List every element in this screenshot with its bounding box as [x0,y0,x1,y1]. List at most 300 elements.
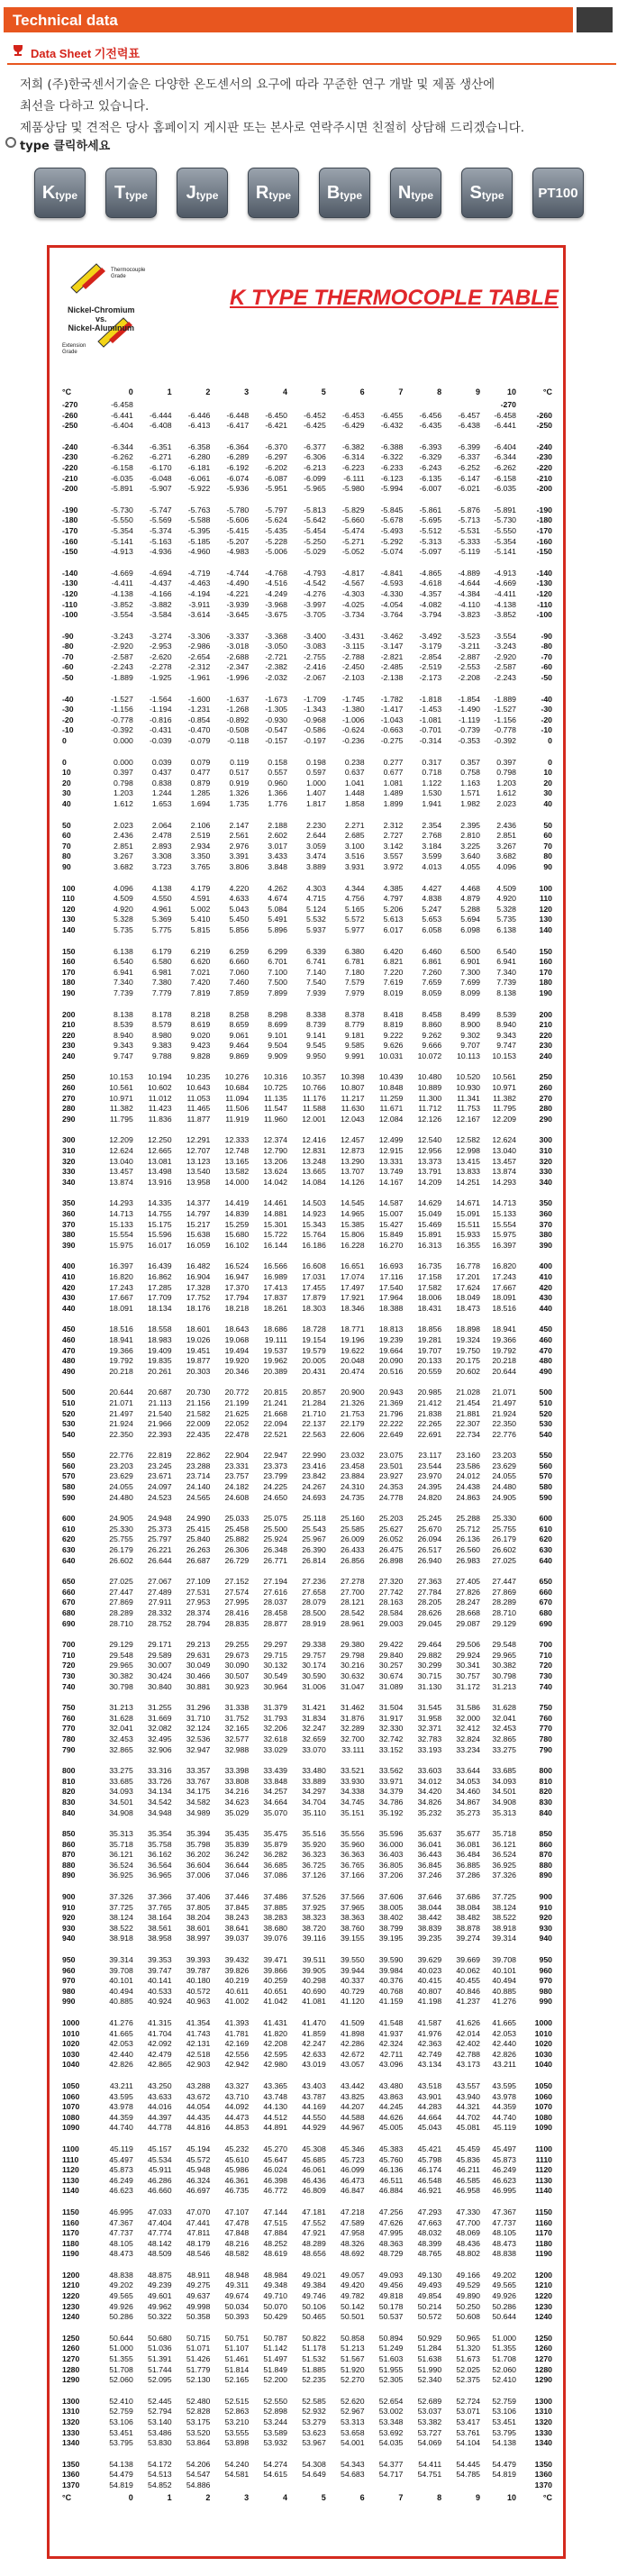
intro-text [20,74,596,139]
emf-cell: 43.134 [417,2060,442,2070]
emf-cell: 29.548 [492,1640,516,1650]
emf-cell: 28.752 [148,1618,172,1628]
column-header: 4 [282,387,287,397]
emf-cell: -6.432 [380,421,404,431]
emf-cell: -6.099 [304,473,326,483]
emf-cell: 26.602 [109,1555,133,1565]
emf-cell: -4.960 [187,547,211,557]
emf-cell: 45.911 [148,2165,172,2175]
temperature-cell: 820 [62,1787,76,1797]
emf-cell: 45.685 [302,2154,326,2164]
temperature-cell: 1120 [62,2165,79,2175]
emf-cell: 53.037 [417,2407,442,2417]
emf-cell: 50.286 [109,2312,133,2322]
table-row [62,1178,552,1188]
emf-cell: 37.845 [224,1902,250,1912]
emf-cell: 27.953 [186,1597,211,1607]
emf-cell: 27.700 [341,1587,365,1597]
column-header: 3 [244,2492,250,2502]
emf-cell: -5.642 [304,515,326,525]
temperature-cell: 1310 [62,2407,80,2417]
emf-cell: 12.540 [417,1135,442,1145]
emf-cell: 40.415 [417,1976,442,1986]
emf-cell: 2.519 [190,831,211,841]
temperature-cell: 350 [62,1198,76,1208]
temperature-cell: -160 [536,536,552,546]
emf-cell: 53.623 [302,2427,326,2437]
emf-cell: 8.659 [229,1020,250,1030]
temperature-cell: 1240 [62,2312,80,2322]
spacer-cell [62,1629,552,1640]
emf-cell: 29.840 [378,1650,404,1660]
emf-cell: 22.265 [417,1419,442,1429]
emf-cell: 53.451 [492,2417,516,2426]
emf-cell: 38.402 [378,1913,404,1923]
table-row [62,1661,552,1671]
emf-cell: 4.550 [151,894,172,904]
type-suffix: type [411,189,434,202]
emf-cell: 41.042 [263,1997,287,2007]
table-row [62,505,552,516]
emf-cell: -1.119 [459,715,480,724]
emf-cell: 51.071 [186,2344,211,2353]
emf-cell: -4.768 [265,568,287,578]
intro-line: 저희 (주)한국센서기술은 다양한 온도센서의 요구에 따라 꾸준한 연구 개발 및 제품 생산에 [20,77,495,92]
emf-cell: -5.415 [226,525,250,535]
emf-cell: 37.246 [417,1871,442,1880]
emf-cell: 0.158 [268,757,287,767]
temperature-cell: 700 [539,1640,552,1650]
emf-cell: -6.444 [149,410,172,420]
emf-cell: 17.201 [456,1271,480,1281]
emf-cell: 38.283 [263,1913,287,1923]
emf-cell: 22.179 [341,1419,365,1429]
emf-cell: 13.457 [492,1156,516,1166]
emf-cell: 27.025 [492,1555,516,1565]
emf-cell: 39.393 [186,1955,211,1965]
emf-cell: 13.206 [263,1156,287,1166]
emf-cell: 34.582 [186,1797,211,1807]
emf-cell: 10.031 [378,1051,404,1060]
emf-cell: 39.629 [417,1955,442,1965]
emf-cell: -6.452 [304,410,326,420]
emf-cell: -6.421 [265,421,287,431]
emf-cell: 12.624 [109,1146,133,1156]
emf-cell: 50.178 [378,2301,404,2311]
emf-cell: -5.074 [380,547,404,557]
temperature-cell: 530 [539,1419,552,1429]
emf-cell: 25.882 [224,1534,250,1544]
emf-cell: 46.361 [224,2175,250,2185]
temperature-cell: 780 [539,1734,552,1743]
emf-cell: 16.397 [109,1261,133,1271]
emf-cell: 30.299 [417,1661,442,1670]
emf-cell: 27.447 [109,1587,133,1597]
emf-cell: 46.884 [378,2186,404,2196]
temperature-cell: 80 [62,851,71,861]
emf-cell: 47.884 [263,2228,287,2238]
b-type-button[interactable] [319,168,370,218]
emf-cell: 12.043 [341,1114,365,1124]
emf-cell: -0.968 [304,715,326,724]
emf-cell: 31.834 [302,1713,326,1723]
table-row [62,1798,552,1808]
emf-cell: 42.479 [148,2049,172,2059]
emf-cell: 39.116 [302,1934,326,1943]
table-row [62,831,552,842]
emf-cell: 26.729 [224,1555,250,1565]
emf-cell: 21.284 [302,1397,326,1407]
temperature-cell: 1160 [62,2217,79,2227]
emf-cell: 33.275 [109,1766,133,1776]
table-row [62,1777,552,1788]
temperature-cell: 1360 [62,2470,80,2480]
emf-cell: 24.948 [148,1514,172,1524]
emf-cell: 4.096 [496,861,516,871]
emf-cell: 7.060 [229,967,250,977]
k-type-button[interactable] [34,168,86,218]
emf-cell: 22.009 [186,1419,211,1429]
emf-cell: -1.527 [494,705,516,715]
emf-cell: 32.947 [186,1744,211,1754]
temperature-cell: 1110 [535,2154,552,2164]
emf-cell: 49.420 [341,2280,365,2290]
table-row [62,1924,552,1934]
emf-cell: 32.536 [186,1734,211,1743]
emf-cell: 6.017 [383,924,404,934]
temperature-cell: -100 [536,610,552,620]
emf-cell: 53.313 [341,2417,365,2426]
temperature-cell: -60 [541,662,552,672]
temperature-cell: 330 [539,1167,552,1177]
emf-cell: -2.173 [419,673,442,683]
temperature-cell: -30 [62,705,74,715]
t-type-button[interactable] [105,168,157,218]
emf-cell: 48.765 [417,2249,442,2259]
emf-cell: 12.291 [186,1135,211,1145]
emf-cell: 43.863 [378,2091,404,2101]
temperature-cell: 810 [539,1776,552,1786]
emf-cell: 9.101 [268,1030,287,1040]
emf-cell: 39.314 [109,1955,133,1965]
temperature-cell: -230 [62,452,78,462]
emf-cell: 34.379 [378,1787,404,1797]
emf-cell: 13.040 [109,1156,133,1166]
emf-cell: -1.673 [265,694,287,704]
emf-cell: 25.627 [378,1524,404,1534]
emf-cell: 0.798 [114,778,133,787]
emf-cell: 44.626 [378,2112,404,2122]
emf-cell: -3.675 [265,610,287,620]
emf-cell: 21.881 [456,1408,480,1418]
emf-cell: 2.851 [496,831,516,841]
temperature-cell: 760 [539,1713,552,1723]
emf-cell: 35.151 [341,1807,365,1817]
emf-cell: 3.640 [460,851,480,861]
table-row [62,695,552,705]
emf-cell: -5.780 [226,505,250,514]
emf-cell: 33.234 [456,1744,480,1754]
temperature-cell: 0 [62,757,67,767]
temperature-cell: 890 [539,1871,552,1880]
table-row [62,715,552,726]
emf-cell: 33.808 [224,1776,250,1786]
emf-cell: 5.247 [422,904,442,914]
emf-cell: 28.919 [302,1618,326,1628]
emf-cell: 24.863 [456,1492,480,1502]
emf-cell: -1.889 [111,673,133,683]
emf-cell: 36.081 [456,1839,480,1849]
emf-cell: 46.024 [263,2165,287,2175]
table-row [62,1220,552,1231]
emf-cell: 51.320 [456,2344,480,2353]
emf-cell: 39.353 [148,1955,172,1965]
emf-cell: -5.395 [187,525,211,535]
emf-cell: 43.901 [417,2091,442,2101]
emf-cell: 37.166 [341,1871,365,1880]
emf-cell: 7.939 [306,988,326,997]
emf-cell: 9.626 [383,1041,404,1051]
emf-cell: 25.373 [148,1524,172,1534]
emf-cell: 25.330 [109,1524,133,1534]
emf-cell: -3.211 [459,642,480,651]
emf-cell: 19.622 [341,1345,365,1355]
emf-cell: 2.312 [383,820,404,830]
emf-cell: 10.153 [109,1072,133,1082]
s-type-button[interactable] [461,168,513,218]
emf-cell: 3.184 [422,841,442,851]
emf-cell: 49.565 [492,2280,516,2290]
emf-cell: 26.560 [456,1545,480,1555]
temperature-cell: 560 [539,1461,552,1470]
emf-cell: 5.124 [306,904,326,914]
emf-cell: -5.185 [187,536,211,546]
emf-cell [365,400,404,411]
spacer-cell [62,2386,552,2397]
emf-cell: 48.289 [302,2238,326,2248]
table-row [62,1283,552,1294]
emf-cell: 14.209 [417,1177,442,1187]
spacer-cell [62,2007,552,2018]
emf-cell: 49.529 [456,2280,480,2290]
emf-cell: 32.247 [302,1724,326,1734]
emf-cell: 51.708 [109,2364,133,2374]
table-row [62,1850,552,1861]
table-row [62,1734,552,1745]
emf-cell: 46.099 [341,2165,365,2175]
emf-cell: 34.786 [378,1797,404,1807]
pt100-button[interactable] [532,168,584,218]
emf-cell: 47.181 [302,2207,326,2216]
emf-cell: -0.586 [304,725,326,735]
emf-cell: 16.397 [492,1240,516,1250]
emf-cell: 13.373 [417,1156,442,1166]
emf-cell: 29.965 [492,1650,516,1660]
emf-cell: 2.644 [306,831,326,841]
temperature-cell: 1020 [62,2039,80,2049]
emf-cell: 4.756 [344,894,365,904]
emf-cell: 47.737 [109,2228,133,2238]
emf-cell: 35.313 [492,1807,516,1817]
table-row [62,400,552,411]
emf-cell: -6.344 [494,452,516,462]
column-header: 8 [437,2492,442,2502]
emf-cell: 32.742 [378,1734,404,1743]
emf-cell: 4.591 [190,894,211,904]
emf-cell: 44.702 [456,2112,480,2122]
emf-cell: 22.563 [302,1429,326,1439]
emf-cell: 31.586 [456,1703,480,1713]
temperature-cell: -150 [536,547,552,557]
emf-cell: 22.776 [109,1451,133,1461]
emf-cell: 5.491 [268,915,287,924]
table-row [62,862,552,873]
emf-cell: 44.092 [224,2102,250,2112]
temperature-cell: 580 [62,1482,76,1492]
emf-cell: 49.746 [302,2291,326,2301]
emf-cell: 31.255 [148,1703,172,1713]
emf-cell: 32.412 [456,1724,480,1734]
temperature-cell: 50 [543,820,552,830]
emf-cell: 20.900 [341,1388,365,1397]
emf-cell: 9.302 [460,1030,480,1040]
emf-cell: 7.380 [151,978,172,988]
emf-cell: 50.644 [492,2312,516,2322]
table-row [62,988,552,999]
emf-cell: 8.019 [383,988,404,997]
emf-cell: 39.590 [378,1955,404,1965]
emf-cell: 26.348 [263,1545,287,1555]
emf-cell: 12.250 [148,1135,172,1145]
emf-cell: 22.222 [378,1419,404,1429]
temperature-cell: 980 [62,1986,76,1996]
temperature-cell: 200 [539,1009,552,1019]
emf-cell: 54.819 [492,2470,516,2480]
table-row [62,915,552,925]
temperature-cell: 100 [62,883,76,893]
emf-cell: -2.721 [265,651,287,661]
emf-cell: 28.163 [378,1597,404,1607]
emf-cell: 15.091 [456,1209,480,1218]
emf-cell: 16.186 [302,1240,326,1250]
emf-cell: -0.039 [149,736,172,746]
emf-cell: -4.054 [380,599,404,609]
emf-cell: 42.324 [378,2039,404,2049]
emf-cell: 7.300 [460,967,480,977]
emf-cell: -6.202 [265,462,287,472]
emf-cell: 54.308 [302,2459,326,2469]
emf-cell: -5.678 [380,515,404,525]
emf-cell: -4.194 [187,588,211,598]
emf-cell: 25.330 [492,1514,516,1524]
temperature-cell: 640 [539,1555,552,1565]
emf-cell: -6.223 [341,462,365,472]
emf-cell: 28.710 [492,1608,516,1617]
emf-cell: 36.443 [417,1850,442,1860]
emf-cell: 41.470 [302,2018,326,2027]
emf-cell: 47.367 [109,2217,133,2227]
temperature-cell: 360 [62,1209,76,1218]
emf-cell: 12.333 [224,1135,250,1145]
emf-cell: 42.053 [492,2028,516,2038]
emf-cell: 50.608 [456,2312,480,2322]
emf-cell: 27.363 [417,1577,442,1587]
emf-cell: 7.340 [114,978,133,988]
table-row [62,2207,552,2218]
emf-cell: 50.106 [302,2301,326,2311]
emf-cell: 41.781 [224,2028,250,2038]
emf-cell: 27.067 [148,1577,172,1587]
emf-cell: -4.384 [458,588,480,598]
table-row [62,2428,552,2439]
emf-cell: 28.542 [341,1608,365,1617]
group-spacer [62,1881,552,1892]
emf-cell: 52.165 [224,2375,250,2385]
emf-cell: 51.213 [341,2344,365,2353]
emf-cell: 15.554 [109,1230,133,1240]
r-type-button[interactable] [248,168,299,218]
emf-cell: 33.562 [378,1766,404,1776]
emf-cell: 18.261 [263,1303,287,1313]
emf-cell: 49.348 [263,2280,287,2290]
emf-cell: 7.100 [268,967,287,977]
emf-cell: 41.704 [148,2028,172,2038]
emf-cell: 8.378 [344,1009,365,1019]
emf-cell: 28.374 [186,1608,211,1617]
emf-cell: -1.380 [341,705,365,715]
emf-cell: 18.941 [492,1324,516,1334]
table-row [62,2123,552,2134]
emf-cell: 37.686 [456,1892,480,1902]
emf-cell: 3.599 [422,851,442,861]
emf-cell: -3.050 [265,642,287,651]
emf-cell: -5.624 [265,515,287,525]
emf-cell: 50.322 [148,2312,172,2322]
temperature-cell: 260 [62,1083,76,1093]
spacer-cell [62,936,552,947]
emf-cell: 9.707 [460,1041,480,1051]
table-row [62,1367,552,1378]
temperature-cell: 40 [543,799,552,808]
temperature-cell: 400 [539,1261,552,1271]
emf-cell: 5.572 [344,915,365,924]
emf-cell: 1.489 [383,788,404,798]
emf-cell: 37.126 [302,1871,326,1880]
table-row [62,578,552,589]
temperature-cell: 90 [543,861,552,871]
emf-cell: 15.511 [457,1219,480,1229]
emf-cell: 46.735 [224,2186,250,2196]
emf-cell: -1.081 [419,715,442,724]
temperature-cell: -170 [62,525,78,535]
j-type-button[interactable] [177,168,228,218]
temperature-cell: 150 [62,946,76,956]
emf-cell: 18.643 [224,1324,250,1334]
emf-cell: -3.462 [380,631,404,641]
emf-cell: 53.520 [186,2427,211,2437]
n-type-button[interactable] [390,168,441,218]
temperature-cell: 500 [62,1388,76,1397]
emf-cell: 49.854 [417,2291,442,2301]
temperature-cell: 640 [62,1555,76,1565]
emf-cell: 0.277 [383,757,404,767]
emf-cell: 35.879 [263,1839,287,1849]
table-row [62,1482,552,1493]
emf-cell: 41.509 [341,2018,365,2027]
table-row [62,2354,552,2365]
emf-cell: 44.435 [186,2112,211,2122]
emf-cell: 2.106 [190,820,211,830]
